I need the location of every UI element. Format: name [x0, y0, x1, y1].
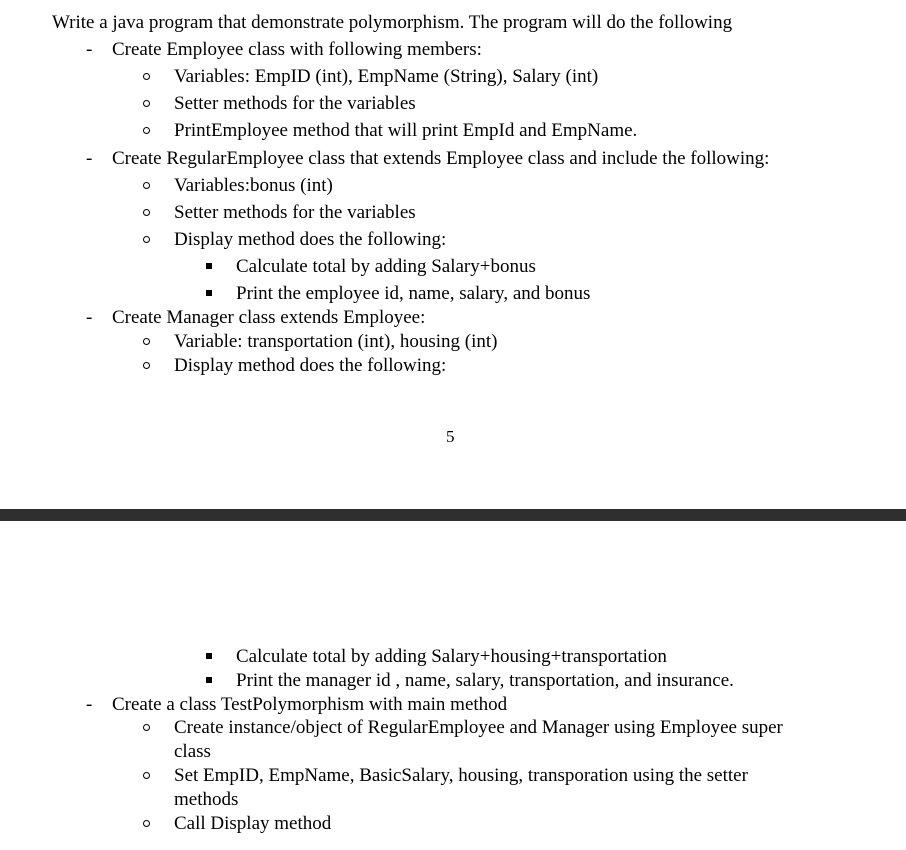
employee-item-setters: Setter methods for the variables: [174, 93, 416, 114]
circle-bullet-icon: [143, 100, 150, 107]
manager-item-variables: Variable: transportation (int), housing (int): [174, 331, 498, 352]
circle-bullet-icon: [143, 182, 150, 189]
test-item-create-line1: Create instance/object of RegularEmployee and Manager using Employee super: [174, 717, 783, 738]
regular-item-display: Display method does the following:: [174, 229, 447, 250]
regular-section-heading: Create RegularEmployee class that extends Employee class and include the following:: [112, 148, 770, 169]
test-section-heading: Create a class TestPolymorphism with main method: [112, 694, 508, 715]
circle-bullet-icon: [143, 73, 150, 80]
manager-section-heading: Create Manager class extends Employee:: [112, 307, 426, 328]
circle-bullet-icon: [143, 338, 150, 345]
test-item-call: Call Display method: [174, 813, 332, 834]
page-number: 5: [446, 427, 455, 446]
manager-item-display: Display method does the following:: [174, 355, 447, 376]
regular-display-step-print: Print the employee id, name, salary, and bonus: [236, 283, 591, 304]
circle-bullet-icon: [143, 236, 150, 243]
regular-display-step-calc: Calculate total by adding Salary+bonus: [236, 256, 536, 277]
regular-item-variables: Variables:bonus (int): [174, 175, 333, 196]
circle-bullet-icon: [143, 772, 150, 779]
intro-text: Write a java program that demonstrate polymorphism. The program will do the following: [52, 12, 733, 33]
circle-bullet-icon: [143, 820, 150, 827]
manager-display-step-calc: Calculate total by adding Salary+housing+transportation: [236, 646, 667, 667]
dash-bullet: -: [86, 39, 93, 60]
manager-display-step-print: Print the manager id , name, salary, transportation, and insurance.: [236, 670, 734, 691]
employee-item-print: PrintEmployee method that will print EmpId and EmpName.: [174, 120, 638, 141]
page-break-divider: [0, 509, 906, 521]
test-item-set-line2: methods: [174, 789, 239, 810]
regular-item-setters: Setter methods for the variables: [174, 202, 416, 223]
test-item-set-line1: Set EmpID, EmpName, BasicSalary, housing, transporation using the setter: [174, 765, 748, 786]
circle-bullet-icon: [143, 724, 150, 731]
circle-bullet-icon: [143, 127, 150, 134]
employee-item-variables: Variables: EmpID (int), EmpName (String), Salary (int): [174, 66, 599, 87]
test-item-create-line2: class: [174, 741, 211, 762]
dash-bullet: -: [86, 307, 93, 328]
square-bullet-icon: [206, 677, 212, 683]
dash-bullet: -: [86, 694, 93, 715]
dash-bullet: -: [86, 148, 93, 169]
circle-bullet-icon: [143, 362, 150, 369]
square-bullet-icon: [206, 653, 212, 659]
square-bullet-icon: [206, 263, 212, 269]
circle-bullet-icon: [143, 209, 150, 216]
employee-section-heading: Create Employee class with following members:: [112, 39, 482, 60]
square-bullet-icon: [206, 290, 212, 296]
